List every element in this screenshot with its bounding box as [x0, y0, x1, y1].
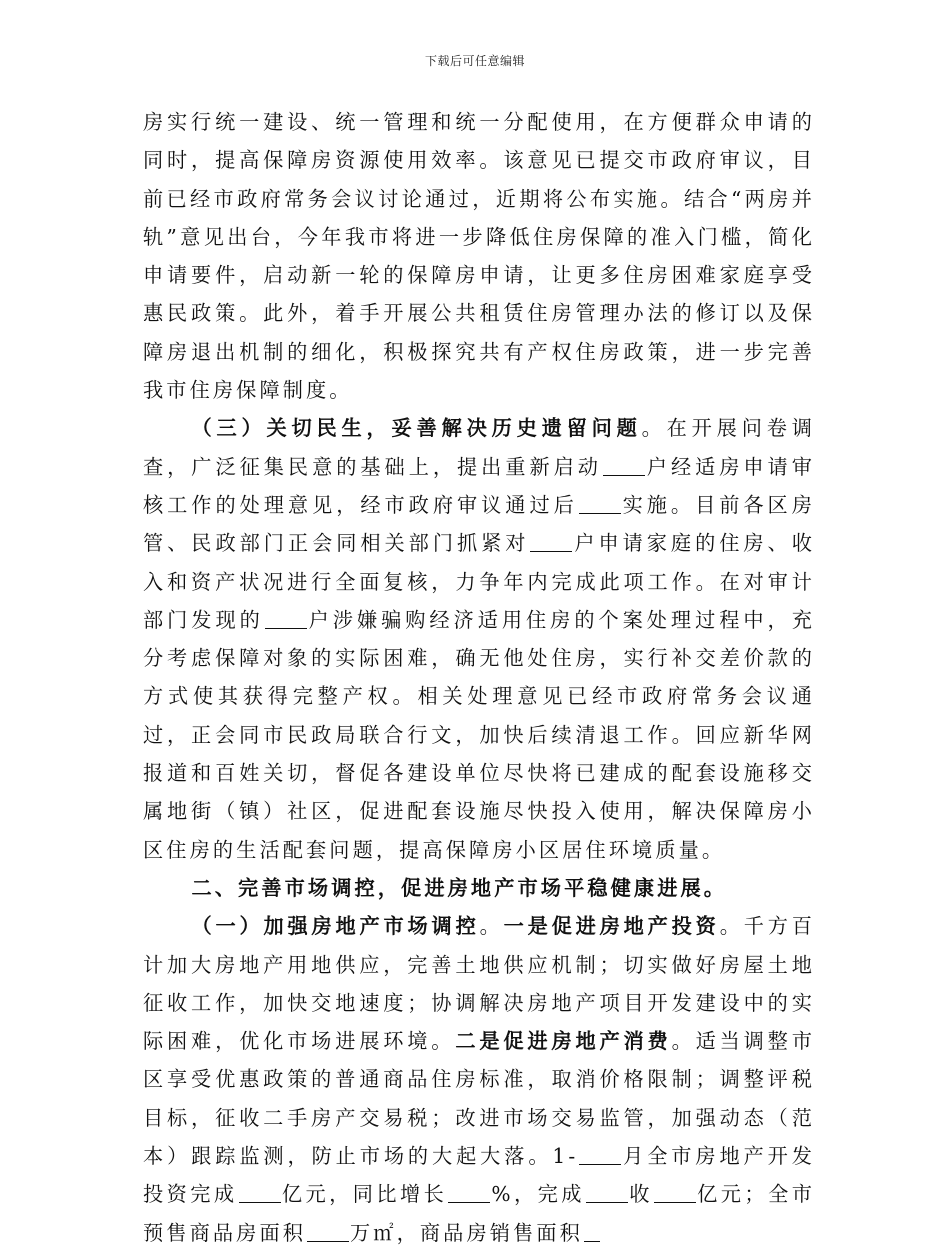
- paragraph-text: 户经适房申请审核工作的处理意见，经市政府审议通过后: [143, 454, 815, 517]
- document-body: [143, 103, 815, 1252]
- paragraph-text: 房实行统一建设、统一管理和统一分配使用，在方便群众申请的同时，提高保障房资源使用效率。该意见已提交市政府审议，目前已经市政府常务会议讨论通过，近期将公布实施。结合“两房并轨”意见出台，今年我市将进一步降低住房保障的准入门槛，简化申请要件，启动新一轮的保障房申请，让更多住房困难家庭享受惠民政策。此外，着手开展公共租赁住房管理办法的修订以及保障房退出机制的细化，积极探究共有产权住房政策，进一步完善我市住房保障制度。: [143, 110, 815, 403]
- page-header: 下载后可任意编辑: [424, 54, 525, 68]
- paragraph-text: 。适当调整市区享受优惠政策的普通商品住房标准，取消价格限制；调整评税目标，征收二手房产交易税；改进市场交易监管，加强动态（范本）跟踪监测，防止市场的大起大落。1-: [143, 1029, 815, 1169]
- paragraph-text: 。千方百计加大房地产用地供应，完善土地供应机制；切实做好房屋土地征收工作，加快交地速度；协调解决房地产项目开发建设中的实际困难，优化市场进展环境。: [143, 914, 816, 1054]
- paragraph-text: 亿元；全市预售商品房面积: [143, 1182, 815, 1245]
- paragraph-text: 月全市房地产开发投资完成: [143, 1144, 815, 1207]
- paragraph-historical-issues: [143, 409, 815, 869]
- sub-heading: 二是促进房地产消费: [455, 1029, 672, 1054]
- paragraph-text: 。: [479, 914, 504, 939]
- blank-field: [307, 1220, 349, 1241]
- section-heading: （三）关切民生，妥善解决历史遗留问题: [191, 416, 642, 441]
- blank-field: [239, 1182, 281, 1203]
- blank-field: [654, 1182, 696, 1203]
- blank-field: [584, 1220, 600, 1241]
- paragraph-text: 万㎡，商品房销售面积: [350, 1220, 583, 1245]
- paragraph-text: 户涉嫌骗购经济适用住房的个案处理过程中，充分考虑保障对象的实际困难，确无他处住房，实行补交差价款的方式使其获得完整产权。相关处理意见已经市政府常务会议通过，正会同市民政局联合行文，加快后续清退工作。回应新华网报道和百姓关切，督促各建设单位尽快将已建成的配套设施移交属地街（镇）社区，促进配套设施尽快投入使用，解决保障房小区住房的生活配套问题，提高保障房小区居住环境质量。: [143, 607, 815, 862]
- blank-field: [603, 454, 645, 475]
- paragraph-text: 实施。目前各区房管、民政部门正会同相关部门抓紧对: [143, 492, 815, 556]
- paragraph-housing-integration: [143, 103, 815, 409]
- section-title-market-regulation: 二、完善市场调控，促进房地产市场平稳健康进展。: [191, 875, 728, 900]
- paragraph-text: 收: [628, 1182, 653, 1207]
- sub-heading: 一是促进房地产投资: [503, 914, 720, 939]
- blank-field: [579, 493, 621, 514]
- blank-field: [586, 1182, 628, 1203]
- paragraph-market-control: [143, 907, 815, 1252]
- paragraph-text: 户申请家庭的住房、收入和资产状况进行全面复核，力争年内完成此项工作。在对审计部门发现的: [143, 531, 815, 632]
- blank-field: [265, 608, 307, 629]
- blank-field: [579, 1144, 621, 1165]
- paragraph-text: %，完成: [491, 1182, 585, 1207]
- blank-field: [530, 531, 572, 552]
- blank-field: [448, 1182, 490, 1203]
- paragraph-text: 亿元，同比增长: [281, 1182, 448, 1207]
- paragraph-text: 。在开展问卷调查，广泛征集民意的基础上，提出重新启动: [143, 416, 816, 479]
- section-heading: （一）加强房地产市场调控: [191, 914, 480, 939]
